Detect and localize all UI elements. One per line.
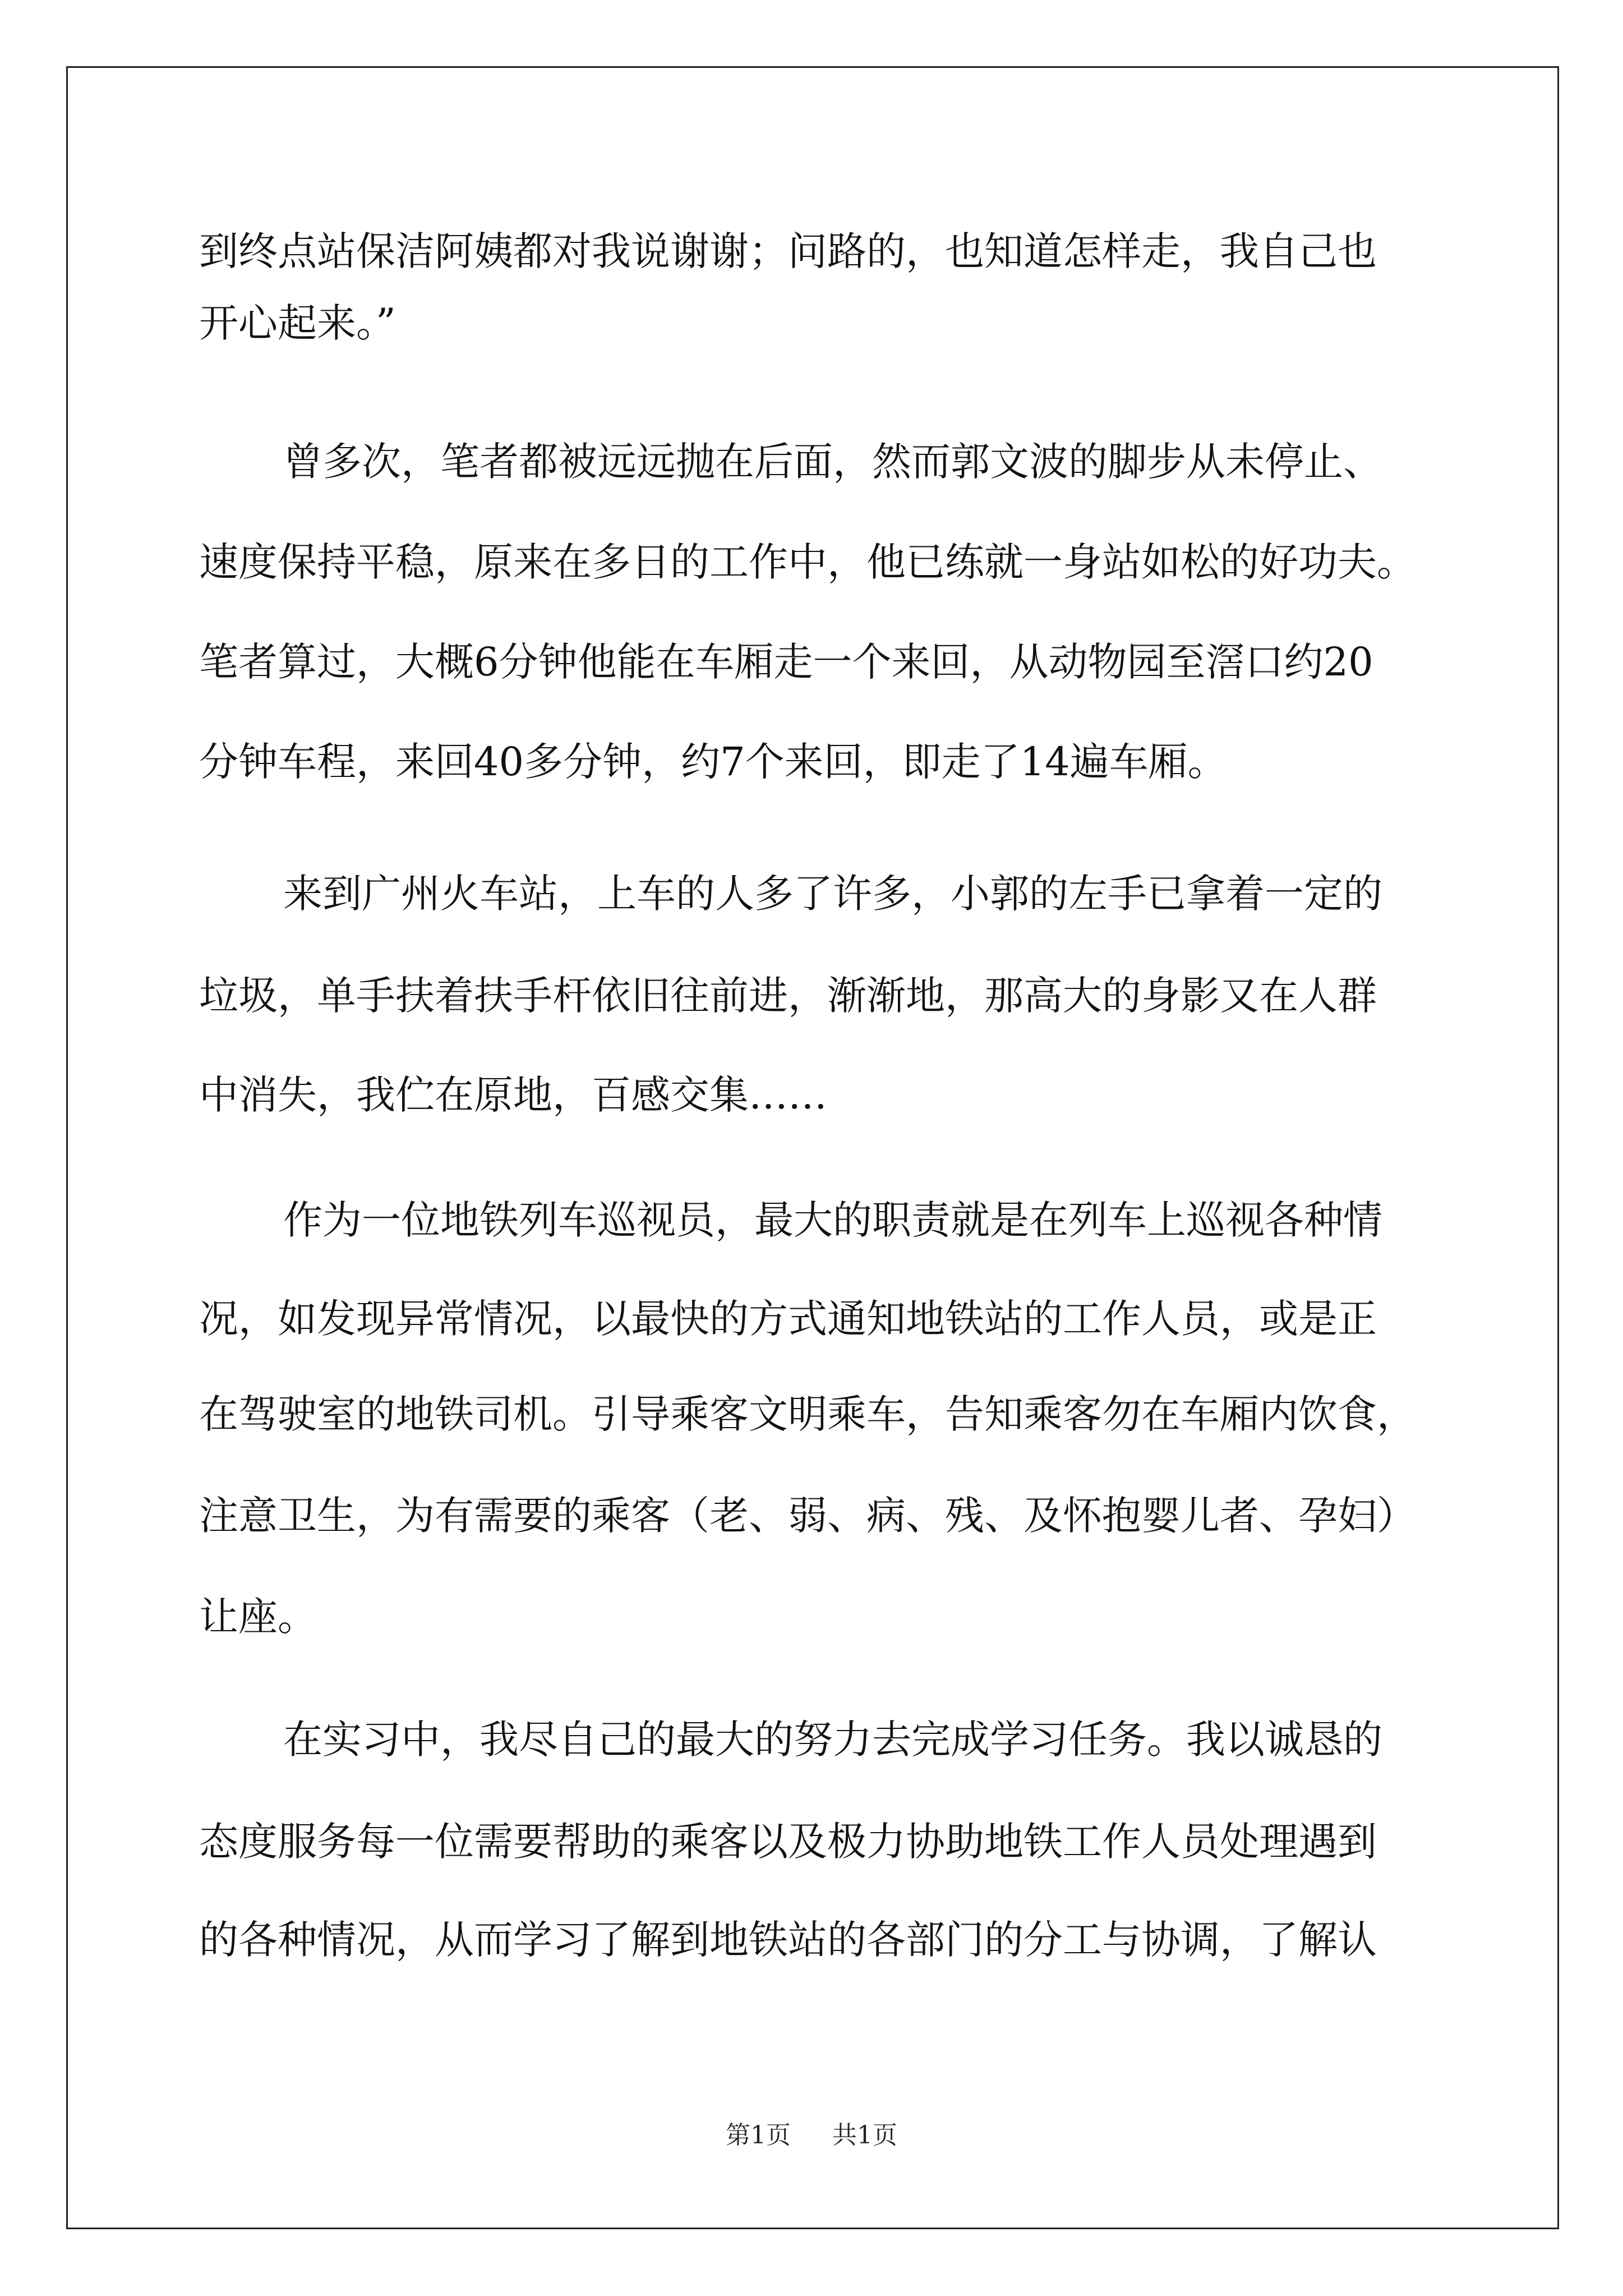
text-line-17: 的各种情况，从而学习了解到地铁站的各部门的分工与协调，了解认 bbox=[199, 1917, 1377, 1963]
text-line-7: 来到广州火车站，上车的人多了许多，小郭的左手已拿着一定的 bbox=[283, 871, 1382, 917]
text-line-1: 到终点站保洁阿姨都对我说谢谢；问路的，也知道怎样走，我自己也 bbox=[199, 228, 1377, 274]
text-line-16: 态度服务每一位需要帮助的乘客以及极力协助地铁工作人员处理遇到 bbox=[199, 1819, 1377, 1865]
text-line-11: 况，如发现异常情况，以最快的方式通知地铁站的工作人员，或是正 bbox=[199, 1296, 1377, 1342]
page-number-total: 共1页 bbox=[832, 2121, 897, 2150]
page-border bbox=[66, 66, 1559, 2229]
page-number-current: 第1页 bbox=[726, 2121, 791, 2150]
text-line-8: 垃圾，单手扶着扶手杆依旧往前进，渐渐地，那高大的身影又在人群 bbox=[199, 973, 1377, 1019]
text-line-10: 作为一位地铁列车巡视员，最大的职责就是在列车上巡视各种情 bbox=[283, 1197, 1382, 1243]
text-line-12: 在驾驶室的地铁司机。引导乘客文明乘车，告知乘客勿在车厢内饮食， bbox=[199, 1391, 1416, 1437]
text-line-14: 让座。 bbox=[199, 1594, 317, 1640]
text-line-9: 中消失，我伫在原地，百感交集…… bbox=[199, 1072, 827, 1118]
text-line-13: 注意卫生，为有需要的乘客（老、弱、病、残、及怀抱婴儿者、孕妇） bbox=[199, 1493, 1416, 1539]
text-line-6: 分钟车程，来回40多分钟，约7个来回，即走了14遍车厢。 bbox=[199, 739, 1227, 785]
text-line-15: 在实习中，我尽自己的最大的努力去完成学习任务。我以诚恳的 bbox=[283, 1717, 1382, 1763]
text-line-5: 笔者算过，大概6分钟他能在车厢走一个来回，从动物园至滘口约20 bbox=[199, 639, 1373, 685]
page-footer bbox=[0, 2123, 1623, 2148]
text-line-2: 开心起来。” bbox=[199, 300, 396, 346]
text-line-4: 速度保持平稳，原来在多日的工作中，他已练就一身站如松的好功夫。 bbox=[199, 539, 1416, 585]
text-line-3: 曾多次，笔者都被远远抛在后面，然而郭文波的脚步从未停止、 bbox=[283, 439, 1382, 485]
